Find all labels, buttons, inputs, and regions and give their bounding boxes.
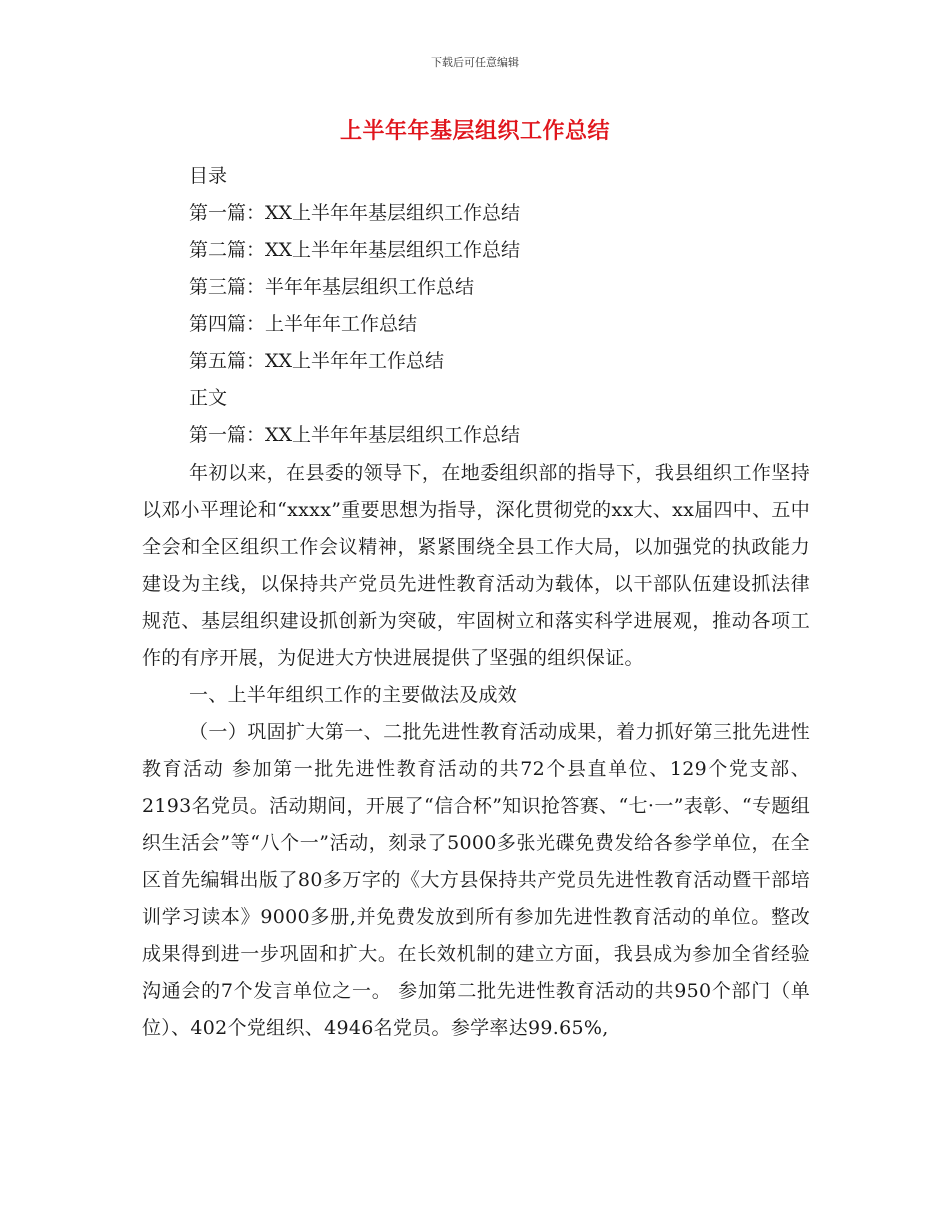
toc-item-5: 第五篇：XX上半年年工作总结 xyxy=(189,350,445,372)
table-of-contents xyxy=(189,158,809,454)
toc-item-3: 第三篇：半年年基层组织工作总结 xyxy=(189,276,475,298)
paragraph-details: （一）巩固扩大第一、二批先进性教育活动成果，着力抓好第三批先进性教育活动 参加第一批先进性教育活动的共72个县直单位、129个党支部、2193名党员。活动期间，开展了“信合杯”知识抢答赛、“七·一”表彰、“专题组织生活会”等“八个一”活动，刻录了5000多张光碟免费发给各参学单位，在全区首先编辑出版了80多万字的《大方县保持共产党员先进性教育活动暨干部培训学习读本》9000多册,并免费发放到所有参加先进性教育活动的单位。整改成果得到进一步巩固和扩大。在长效机制的建立方面，我县成为参加全省经验沟通会的7个发言单位之一。 参加第二批先进性教育活动的共950个部门（单位）、402个党组织、4946名党员。参学率达99.65%, xyxy=(142,721,810,1039)
document-body xyxy=(142,455,810,1047)
section-heading: 第一篇：XX上半年年基层组织工作总结 xyxy=(189,424,521,446)
document-title: 上半年年基层组织工作总结 xyxy=(339,119,610,144)
section-subheading: 一、上半年组织工作的主要做法及成效 xyxy=(189,684,518,706)
paragraph-intro: 年初以来，在县委的领导下，在地委组织部的指导下，我县组织工作坚持以邓小平理论和“xxxx”重要思想为指导，深化贯彻党的xx大、xx届四中、五中全会和全区组织工作会议精神，紧紧围绕全县工作大局，以加强党的执政能力建设为主线，以保持共产党员先进性教育活动为载体，以干部队伍建设抓法律规范、基层组织建设抓创新为突破，牢固树立和落实科学进展观，推动各项工作的有序开展，为促进大方快进展提供了坚强的组织保证。 xyxy=(142,462,810,669)
body-heading: 正文 xyxy=(189,387,228,409)
toc-item-1: 第一篇：XX上半年年基层组织工作总结 xyxy=(189,202,521,224)
toc-item-4: 第四篇：上半年年工作总结 xyxy=(189,313,418,335)
toc-heading: 目录 xyxy=(189,165,228,187)
header-note: 下载后可任意编辑 xyxy=(431,56,519,69)
toc-item-2: 第二篇：XX上半年年基层组织工作总结 xyxy=(189,239,521,261)
